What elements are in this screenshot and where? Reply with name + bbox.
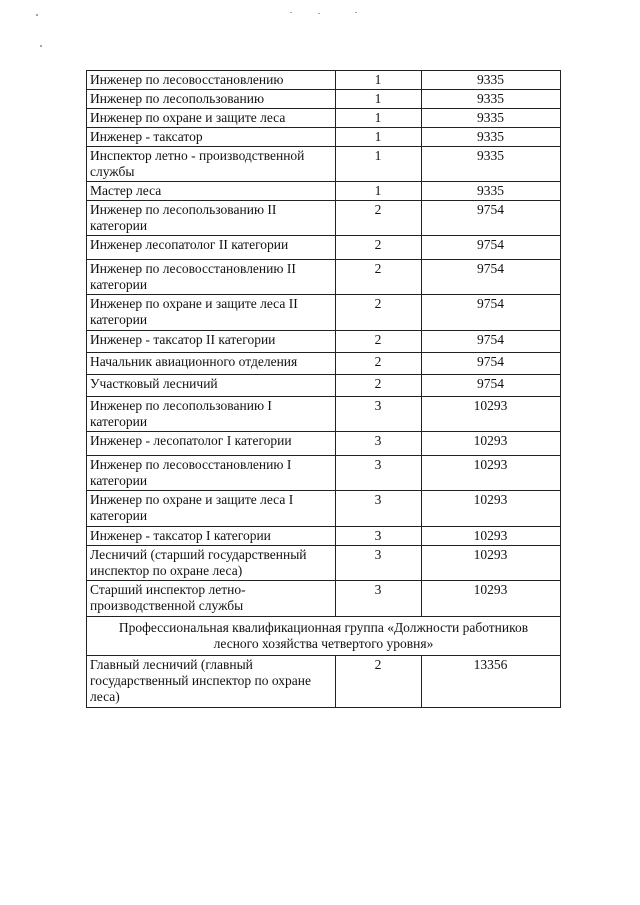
table-row	[87, 656, 561, 708]
position-cell: Инженер по лесовосстановлению	[87, 71, 336, 90]
table-row	[87, 128, 561, 147]
salary-cell: 9335	[422, 182, 561, 201]
level-cell: 2	[336, 260, 422, 295]
scan-speck	[40, 45, 42, 47]
table-row	[87, 109, 561, 128]
level-cell: 1	[336, 147, 422, 182]
table-row	[87, 432, 561, 456]
table-row	[87, 147, 561, 182]
salary-cell: 9754	[422, 375, 561, 397]
position-cell: Инженер по лесопользованию	[87, 90, 336, 109]
level-cell: 3	[336, 527, 422, 546]
table-row	[87, 182, 561, 201]
position-cell: Инспектор летно - производственной службы	[87, 147, 336, 182]
level-cell: 2	[336, 201, 422, 236]
table-row	[87, 90, 561, 109]
level-cell: 2	[336, 236, 422, 260]
level-cell: 3	[336, 432, 422, 456]
salary-table	[86, 70, 561, 708]
salary-table-body	[87, 71, 561, 708]
table-row	[87, 331, 561, 353]
position-cell: Инженер лесопатолог II категории	[87, 236, 336, 260]
position-cell: Инженер по лесовосстановлению I категории	[87, 456, 336, 491]
salary-cell: 9754	[422, 331, 561, 353]
level-cell: 1	[336, 90, 422, 109]
position-cell: Участковый лесничий	[87, 375, 336, 397]
level-cell: 1	[336, 71, 422, 90]
salary-cell: 10293	[422, 491, 561, 527]
level-cell: 2	[336, 295, 422, 331]
table-row	[87, 527, 561, 546]
salary-cell: 9754	[422, 295, 561, 331]
table-row	[87, 397, 561, 432]
salary-cell: 10293	[422, 527, 561, 546]
table-row	[87, 581, 561, 617]
scan-speck	[36, 14, 38, 16]
salary-cell: 9335	[422, 147, 561, 182]
salary-cell: 9754	[422, 236, 561, 260]
position-cell: Инженер по охране и защите леса II категории	[87, 295, 336, 331]
salary-cell: 10293	[422, 546, 561, 581]
position-cell: Инженер - лесопатолог I категории	[87, 432, 336, 456]
table-row	[87, 491, 561, 527]
position-cell: Лесничий (старший государственный инспектор по охране леса)	[87, 546, 336, 581]
position-cell: Инженер - таксатор	[87, 128, 336, 147]
table-row	[87, 353, 561, 375]
salary-cell: 10293	[422, 432, 561, 456]
table-row	[87, 375, 561, 397]
salary-cell: 10293	[422, 397, 561, 432]
level-cell: 3	[336, 491, 422, 527]
position-cell: Главный лесничий (главный государственный инспектор по охране леса)	[87, 656, 336, 708]
position-cell: Инженер по охране и защите леса	[87, 109, 336, 128]
level-cell: 3	[336, 546, 422, 581]
salary-cell: 9335	[422, 90, 561, 109]
table-row	[87, 236, 561, 260]
level-cell: 2	[336, 375, 422, 397]
salary-cell: 9335	[422, 128, 561, 147]
level-cell: 2	[336, 331, 422, 353]
table-row	[87, 546, 561, 581]
position-cell: Старший инспектор летно-производственной службы	[87, 581, 336, 617]
salary-cell: 10293	[422, 581, 561, 617]
position-cell: Инженер - таксатор II категории	[87, 331, 336, 353]
position-cell: Инженер по лесопользованию I категории	[87, 397, 336, 432]
group-header-row	[87, 617, 561, 656]
level-cell: 1	[336, 128, 422, 147]
level-cell: 2	[336, 353, 422, 375]
scan-speck	[318, 13, 320, 14]
table-row	[87, 295, 561, 331]
level-cell: 3	[336, 456, 422, 491]
salary-cell: 9754	[422, 201, 561, 236]
position-cell: Мастер леса	[87, 182, 336, 201]
level-cell: 1	[336, 182, 422, 201]
table-row	[87, 456, 561, 491]
position-cell: Инженер по охране и защите леса I категории	[87, 491, 336, 527]
level-cell: 1	[336, 109, 422, 128]
scan-speck	[290, 12, 292, 13]
salary-cell: 9754	[422, 260, 561, 295]
salary-cell: 9335	[422, 109, 561, 128]
position-cell: Начальник авиационного отделения	[87, 353, 336, 375]
table-row	[87, 201, 561, 236]
level-cell: 3	[336, 581, 422, 617]
position-cell: Инженер по лесопользованию II категории	[87, 201, 336, 236]
salary-cell: 9335	[422, 71, 561, 90]
position-cell: Инженер по лесовосстановлению II категории	[87, 260, 336, 295]
salary-cell: 13356	[422, 656, 561, 708]
position-cell: Инженер - таксатор I категории	[87, 527, 336, 546]
table-row	[87, 260, 561, 295]
salary-cell: 10293	[422, 456, 561, 491]
level-cell: 2	[336, 656, 422, 708]
group-header: Профессиональная квалификационная группа «Должности работников лесного хозяйства четвертого уровня»	[87, 617, 561, 656]
scan-speck	[355, 12, 357, 13]
salary-cell: 9754	[422, 353, 561, 375]
table-row	[87, 71, 561, 90]
level-cell: 3	[336, 397, 422, 432]
